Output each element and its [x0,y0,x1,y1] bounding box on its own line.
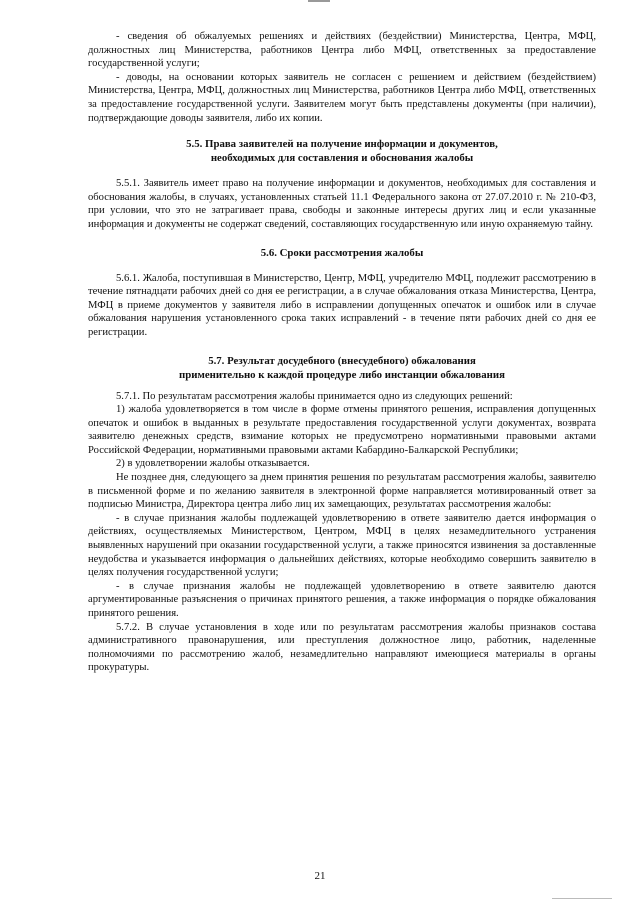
section-5-5-paragraph: 5.5.1. Заявитель имеет право на получение информации и документов, необходимых для составления и обоснования жалобы, в случаях, установленных статьей 11.1 Федерального закона от 27.07.2010 г. № 210-ФЗ, при условии, что это не затрагивает права, свободы и законные интересы других лиц и если указанные информация и документы не содержат сведений, составляющих государственную или иную охраняемую тайну. [88,178,596,230]
section-5-5 [88,137,596,231]
scan-mark-bottom [552,898,612,899]
scan-mark [308,0,330,2]
intro-paragraph-2: - доводы, на основании которых заявитель не согласен с решением и действием (бездействием) Министерства, Центра, МФЦ, должностных лиц Министерства, работников Центра либо МФЦ, ответственных за предоставление государственной услуги. Заявителем могут быть представлены документы (при наличии), подтверждающие доводы заявителя, либо их копии. [88,71,596,124]
section-5-6-title: 5.6. Сроки рассмотрения жалобы [260,246,424,259]
section-5-7-paragraph-3: 2) в удовлетворении жалобы отказывается. [116,458,310,470]
section-5-6 [88,246,596,340]
section-5-6-paragraph: 5.6.1. Жалоба, поступившая в Министерство, Центр, МФЦ, учредителю МФЦ, подлежит рассмотрению в течение пятнадцати рабочих дней со дня ее регистрации, а в случае обжалования отказа Министерства, Центра, МФЦ в приеме документов у заявителя либо в исправлении допущенных опечаток и ошибок или в случае обжалования нарушения установленного срока таких исправлений - в течение пяти рабочих дней со дня ее регистрации. [88,272,596,338]
section-5-5-title-line-2: необходимых для составления и обоснования жалобы [210,152,474,165]
section-5-7-paragraph-4: Не позднее дня, следующего за днем принятия решения по результатам рассмотрения жалобы, заявителю в письменной форме и по желанию заявителя в электронной форме направляется мотивированный ответ за подписью Министра, Директора центра либо лиц их замещающих, результатах рассмотрения жалобы: [88,472,596,511]
section-5-7-paragraph-1: 5.7.1. По результатам рассмотрения жалобы принимается одно из следующих решений: [116,390,513,402]
section-5-7 [88,354,596,675]
page-number: 21 [314,870,326,882]
section-5-7-paragraph-6: - в случае признания жалобы не подлежащей удовлетворению в ответе заявителю даются аргументированные разъяснения о причинах принятого решения, а также информация о порядке обжалования принятого решения. [88,580,596,619]
section-5-7-paragraph-2: 1) жалоба удовлетворяется в том числе в форме отмены принятого решения, исправления допущенных опечаток и ошибок в выданных в результате предоставления государственной услуги документах, возврата заявителю денежных средств, взимание которых не предусмотрено нормативными правовыми актами Российской Федерации, нормативными правовыми актами Кабардино-Балкарской Республики; [88,404,596,456]
section-5-7-title-line-2: применительно к каждой процедуре либо инстанции обжалования [179,368,505,381]
section-5-7-paragraph-5: - в случае признания жалобы подлежащей удовлетворению в ответе заявителю дается информация о действиях, осуществляемых Министерством, Центром, МФЦ в целях незамедлительного устранения выявленных нарушений при оказании государственной услуги, а также приносятся извинения за доставленные неудобства и указывается информация о дальнейших действиях, которые необходимо совершить заявителю в целях получения государственной услуги; [88,512,596,579]
document-page [88,30,596,675]
section-5-7-paragraph-7: 5.7.2. В случае установления в ходе или по результатам рассмотрения жалобы признаков состава административного правонарушения, или преступления должностное лицо, работник, наделенные полномочиями по рассмотрению жалоб, незамедлительно направляют имеющиеся материалы в органы прокуратуры. [88,621,596,674]
section-5-7-title-line-1: 5.7. Результат досудебного (внесудебного) обжалования [208,354,476,367]
section-5-5-title-line-1: 5.5. Права заявителей на получение информации и документов, [186,138,498,151]
intro-paragraph-1: - сведения об обжалуемых решениях и действиях (бездействии) Министерства, Центра, МФЦ, должностных лиц Министерства, работников Центра либо МФЦ, ответственных за предоставление государственной услуги; [88,31,596,70]
